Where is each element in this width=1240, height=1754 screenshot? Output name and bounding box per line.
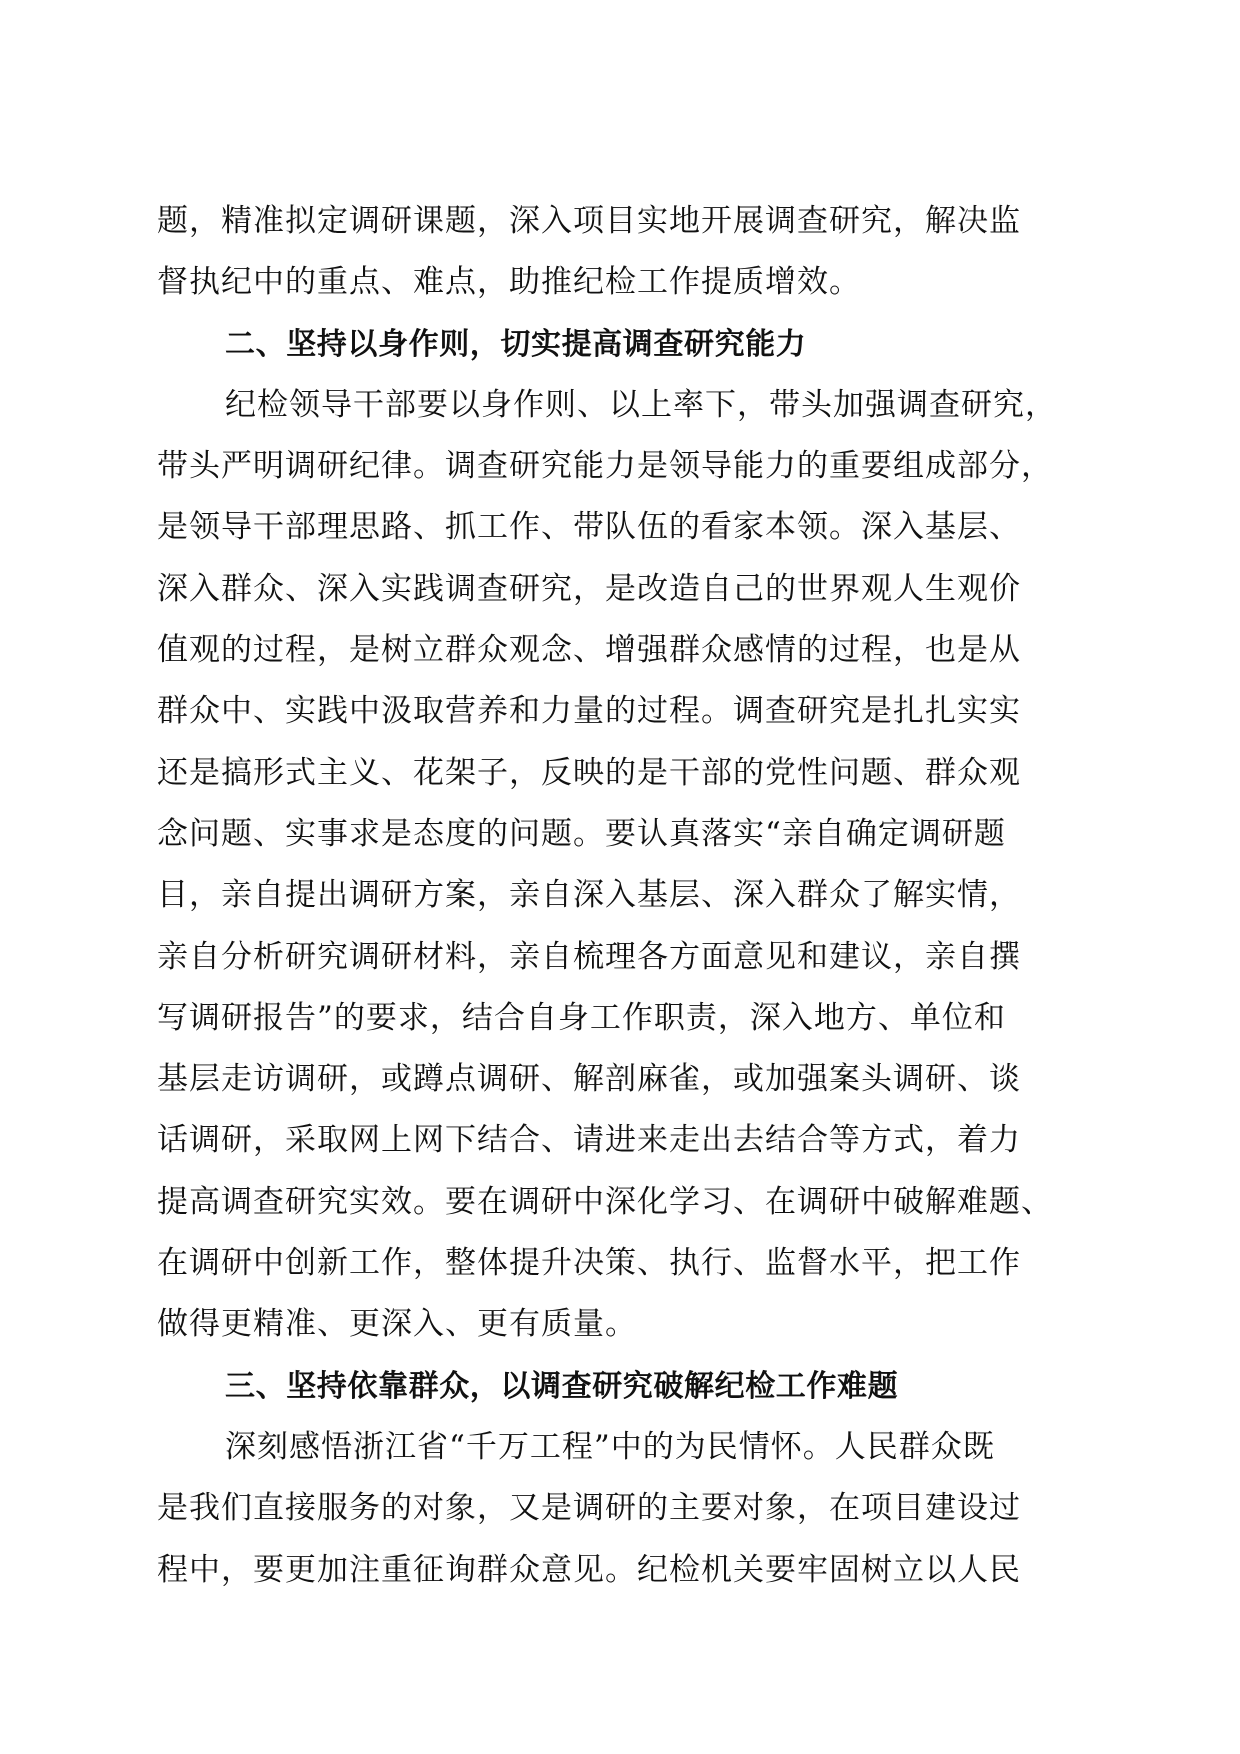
body-text-line: 深入群众、深入实践调查研究，是改造自己的世界观人生观价 — [157, 570, 1021, 607]
document-body — [157, 191, 1087, 1601]
body-text-line: 提高调查研究实效。要在调研中深化学习、在调研中破解难题、 — [157, 1183, 1053, 1220]
body-text-line: 基层走访调研，或蹲点调研、解剖麻雀，或加强案头调研、谈 — [157, 1061, 1021, 1098]
body-text-line: 话调研，采取网上网下结合、请进来走出去结合等方式，着力 — [157, 1122, 1021, 1159]
body-text-line: 程中，要更加注重征询群众意见。纪检机关要牢固树立以人民 — [157, 1551, 1021, 1588]
body-text-line: 亲自分析研究调研材料，亲自梳理各方面意见和建议，亲自撰 — [157, 938, 1021, 975]
body-text-line: 在调研中创新工作，整体提升决策、执行、监督水平，把工作 — [157, 1245, 1021, 1282]
body-text-line: 是我们直接服务的对象，又是调研的主要对象，在项目建设过 — [157, 1490, 1021, 1527]
section-heading-2: 二、坚持以身作则，切实提高调查研究能力 — [225, 326, 807, 362]
body-text-line: 值观的过程，是树立群众观念、增强群众感情的过程，也是从 — [157, 632, 1021, 669]
body-text-line: 目，亲自提出调研方案，亲自深入基层、深入群众了解实情， — [157, 877, 1021, 914]
body-text-line: 写调研报告”的要求，结合自身工作职责，深入地方、单位和 — [157, 999, 1006, 1036]
body-text-line: 做得更精准、更深入、更有质量。 — [157, 1306, 637, 1343]
section-heading-3: 三、坚持依靠群众，以调查研究破解纪检工作难题 — [225, 1368, 899, 1404]
body-text-line: 还是搞形式主义、花架子，反映的是干部的党性问题、群众观 — [157, 754, 1021, 791]
paragraph-first-line: 纪检领导干部要以身作则、以上率下，带头加强调查研究， — [225, 386, 1057, 423]
body-text-line: 带头严明调研纪律。调查研究能力是领导能力的重要组成部分， — [157, 448, 1053, 485]
body-text-line: 是领导干部理思路、抓工作、带队伍的看家本领。深入基层、 — [157, 509, 1021, 546]
body-text-line: 督执纪中的重点、难点，助推纪检工作提质增效。 — [157, 264, 861, 301]
paragraph-first-line: 深刻感悟浙江省“千万工程”中的为民情怀。人民群众既 — [225, 1428, 995, 1465]
body-text-line: 题，精准拟定调研课题，深入项目实地开展调查研究，解决监 — [157, 203, 1021, 239]
body-text-line: 念问题、实事求是态度的问题。要认真落实“亲自确定调研题 — [157, 815, 1006, 852]
body-text-line: 群众中、实践中汲取营养和力量的过程。调查研究是扎扎实实 — [157, 693, 1021, 730]
